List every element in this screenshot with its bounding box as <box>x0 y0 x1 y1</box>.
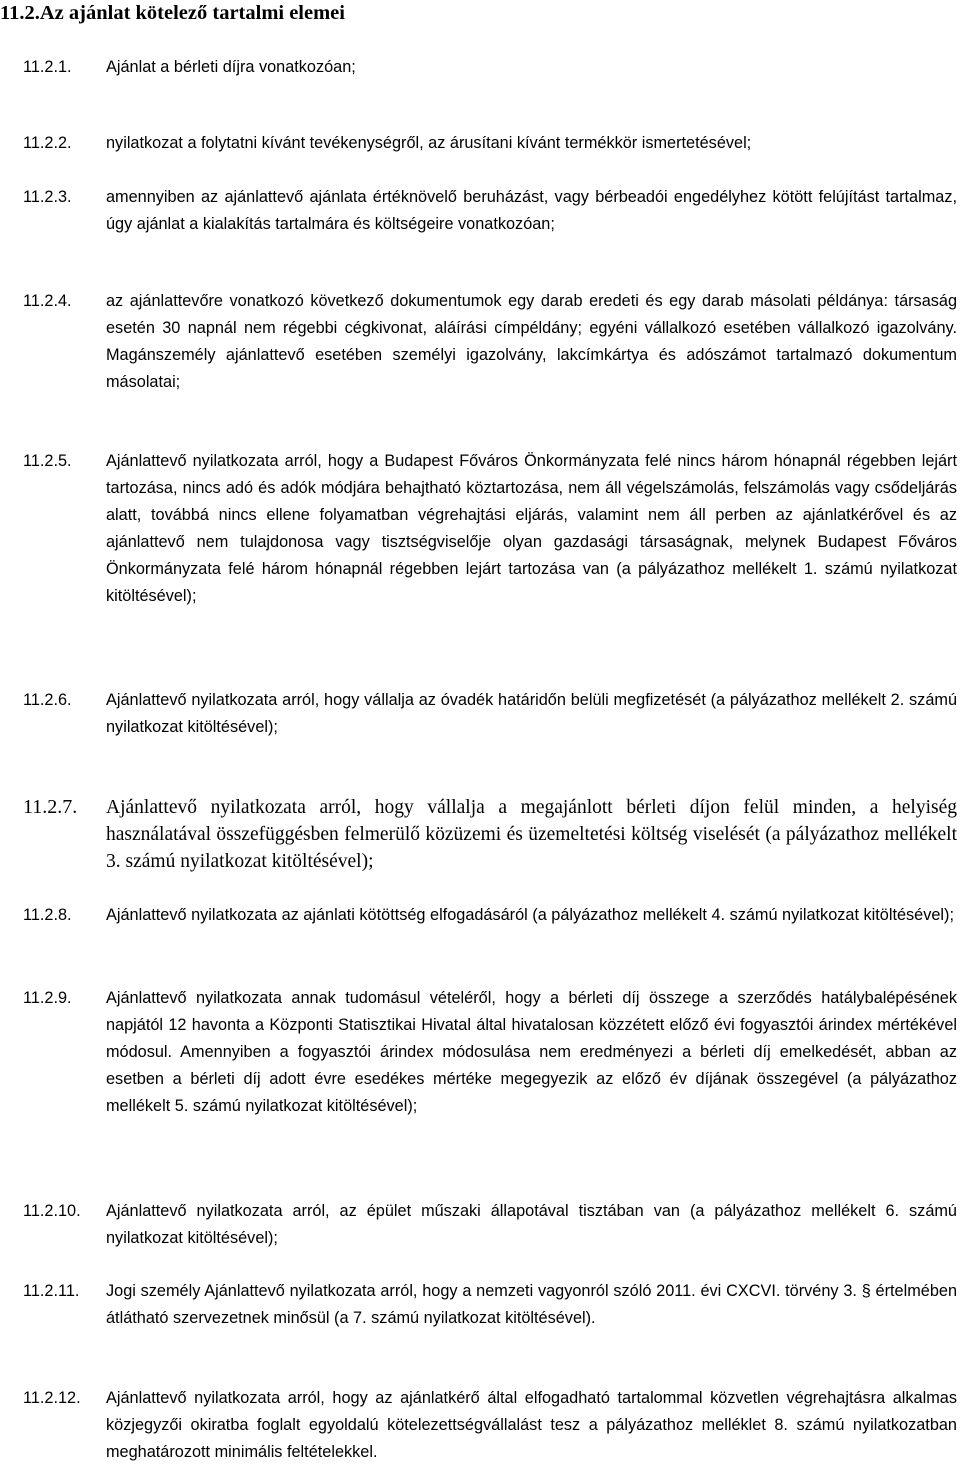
item-number: 11.2.4. <box>23 292 72 310</box>
item-number: 11.2.2. <box>23 134 72 152</box>
item-text: az ajánlattevőre vonatkozó következő dokumentumok egy darab eredeti és egy darab másolati példánya: társaság esetén 30 napnál nem régebbi cégkivonat, aláírási címpéldány; egyéni vállalkozó esetében vállalkozó igazolvány. Magánszemély ajánlattevő esetében személyi igazolvány, lakcímkártya és adószámot tartalmazó dokumentum másolatai; <box>106 292 957 391</box>
section-heading: 11.2.Az ajánlat kötelező tartalmi elemei <box>0 2 345 24</box>
list-item-11-2-1 <box>23 54 957 81</box>
item-text: Ajánlattevő nyilatkozata arról, hogy az ajánlatkérő által elfogadható tartalommal közvetlen végrehajtásra alkalmas közjegyzői okiratba foglalt egyoldalú kötelezettségvállalást tesz a pályázathoz melléklet 8. számú nyilatkozatban meghatározott minimális feltételekkel. <box>106 1389 957 1461</box>
item-number: 11.2.7. <box>23 796 78 818</box>
list-item-11-2-5 <box>23 448 957 610</box>
item-number: 11.2.12. <box>23 1389 81 1407</box>
item-text: Ajánlattevő nyilatkozata annak tudomásul vételéről, hogy a bérleti díj összege a szerződés hatálybalépésének napjától 12 havonta a Központi Statisztikai Hivatal által hivatalosan közzétett előző évi fogyasztói árindex mértékével módosul. Amennyiben a fogyasztói árindex módosulása nem eredményezi a bérleti díj emelkedését, abban az esetben a bérleti díj adott évre esedékes mértéke megegyezik az előző év díjának összegével (a pályázathoz mellékelt 5. számú nyilatkozat kitöltésével); <box>106 989 957 1115</box>
list-item-11-2-7 <box>23 794 957 875</box>
item-text: Jogi személy Ajánlattevő nyilatkozata arról, hogy a nemzeti vagyonról szóló 2011. évi CXCVI. törvény 3. § értelmében átlátható szervezetnek minősül (a 7. számú nyilatkozat kitöltésével). <box>106 1282 957 1327</box>
item-text: Ajánlattevő nyilatkozata az ajánlati kötöttség elfogadásáról (a pályázathoz mellékelt 4. számú nyilatkozat kitöltésével); <box>106 906 954 924</box>
item-text: nyilatkozat a folytatni kívánt tevékenységről, az árusítani kívánt termékkör ismertetésével; <box>106 134 752 152</box>
list-item-11-2-2 <box>23 130 957 157</box>
list-item-11-2-11 <box>23 1278 957 1332</box>
list-item-11-2-12 <box>23 1385 957 1466</box>
list-item-11-2-9 <box>23 985 957 1120</box>
item-number: 11.2.11. <box>23 1282 80 1300</box>
item-number: 11.2.3. <box>23 188 72 206</box>
item-number: 11.2.6. <box>23 691 72 709</box>
list-item-11-2-3 <box>23 184 957 238</box>
list-item-11-2-10 <box>23 1198 957 1252</box>
item-number: 11.2.9. <box>23 989 72 1007</box>
item-text: Ajánlat a bérleti díjra vonatkozóan; <box>106 58 356 76</box>
item-text: Ajánlattevő nyilatkozata arról, hogy vállalja a megajánlott bérleti díjon felül minden, a helyiség használatával összefüggésben felmerülő közüzemi és üzemeltetési költség viselését (a pályázathoz mellékelt 3. számú nyilatkozat kitöltésével); <box>106 797 957 872</box>
list-item-11-2-8 <box>23 902 957 929</box>
item-number: 11.2.1. <box>23 58 72 76</box>
item-text: Ajánlattevő nyilatkozata arról, hogy a Budapest Főváros Önkormányzata felé nincs három hónapnál régebben lejárt tartozása, nincs adó és adók módjára behajtható köztartozása, nem áll végelszámolás, felszámolás vagy csődeljárás alatt, továbbá nincs ellene folyamatban végrehajtási eljárás, valamint nem áll perben az ajánlatkérővel és az ajánlattevő nem tulajdonosa vagy tisztségviselője olyan gazdasági társaságnak, melynek Budapest Főváros Önkormányzata felé három hónapnál régebben lejárt tartozása van (a pályázathoz mellékelt 1. számú nyilatkozat kitöltésével); <box>106 452 957 605</box>
list-item-11-2-4 <box>23 288 957 396</box>
item-text: amennyiben az ajánlattevő ajánlata értéknövelő beruházást, vagy bérbeadói engedélyhez kötött felújítást tartalmaz, úgy ajánlat a kialakítás tartalmára és költségeire vonatkozóan; <box>106 188 957 233</box>
item-text: Ajánlattevő nyilatkozata arról, az épület műszaki állapotával tisztában van (a pályázathoz mellékelt 6. számú nyilatkozat kitöltésével); <box>106 1202 957 1247</box>
item-number: 11.2.8. <box>23 906 72 924</box>
list-item-11-2-6 <box>23 687 957 741</box>
item-number: 11.2.5. <box>23 452 72 470</box>
item-text: Ajánlattevő nyilatkozata arról, hogy vállalja az óvadék határidőn belüli megfizetését (a pályázathoz mellékelt 2. számú nyilatkozat kitöltésével); <box>106 691 957 736</box>
item-number: 11.2.10. <box>23 1202 81 1220</box>
